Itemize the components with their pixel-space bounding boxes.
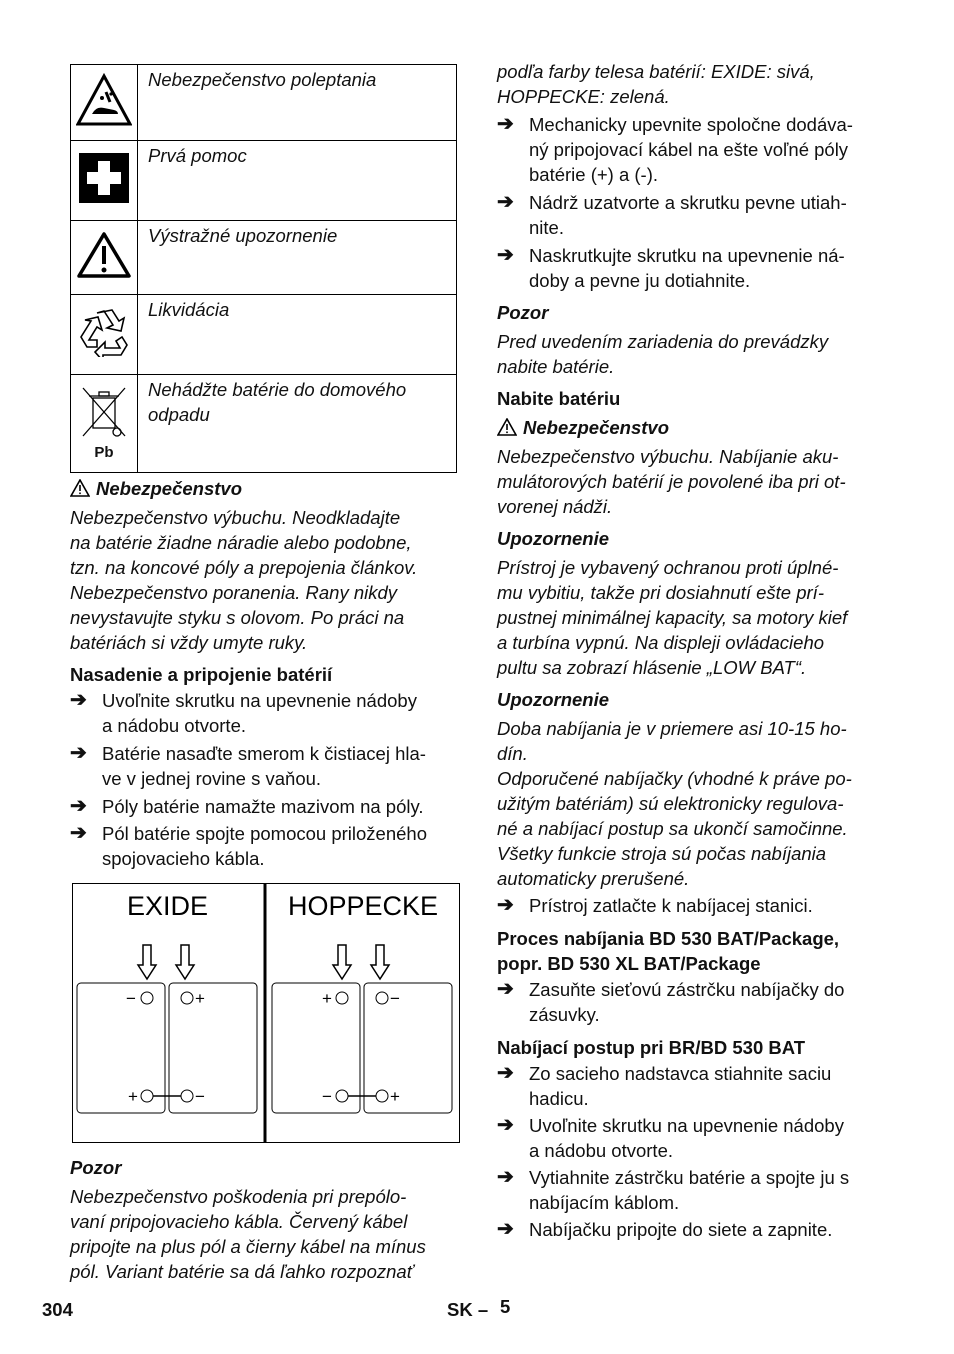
instruction-bullet — [70, 688, 462, 738]
polarity-sign: − — [322, 1087, 332, 1106]
symbol-cell — [71, 221, 138, 295]
text-line: ve v jednej rovine s vaňou. — [102, 768, 322, 789]
terminal — [141, 1090, 153, 1102]
text-line: pripojte na plus pól a čierny kábel na mínus — [70, 1236, 426, 1257]
polarity-sign: + — [195, 989, 205, 1008]
caution-text — [497, 329, 892, 379]
section-heading: Nabíjací postup pri BR/BD 530 BAT — [497, 1037, 806, 1058]
note-heading: Upozornenie — [497, 689, 610, 710]
warning-triangle-icon — [77, 231, 131, 279]
section-number: 5 — [500, 1296, 511, 1317]
symbol-cell — [71, 141, 138, 221]
text-line: na batérie žiadne náradie alebo podobne, — [70, 532, 412, 553]
text-line: vorenej nádži. — [497, 496, 613, 517]
pb-label: Pb — [94, 444, 114, 461]
text-line: vaní pripojovacieho kábla. Červený kábel — [70, 1211, 408, 1232]
text-line: ný pripojovací kábel na ešte voľné póly — [529, 139, 849, 160]
instruction-bullet — [497, 1061, 892, 1111]
instruction-bullet — [497, 112, 892, 187]
caution-heading: Pozor — [70, 1157, 122, 1178]
text-line: nite. — [529, 217, 564, 238]
lang-label: SK — [447, 1299, 473, 1320]
arrow-right-icon: ➔ — [497, 978, 514, 1000]
brand-hoppecke: HOPPECKE — [288, 891, 439, 921]
text-line: mulátorových batérií je povolené iba pri ot- — [497, 471, 846, 492]
instruction-bullet — [497, 977, 892, 1027]
arrow-right-icon: ➔ — [70, 822, 87, 844]
text-line: Doba nabíjania je v priemere asi 10-15 ho- — [497, 718, 847, 739]
arrow-right-icon: ➔ — [497, 1114, 514, 1136]
text-line: Prístroj zatlačte k nabíjacej stanici. — [529, 895, 813, 916]
text-line: nabíjacím káblom. — [529, 1192, 680, 1213]
text-line: a nádobu otvorte. — [102, 715, 246, 736]
symbol-cell — [71, 65, 138, 141]
text-line: Póly batérie namažte mazivom na póly. — [102, 796, 424, 817]
symbol-label: Výstražné upozornenie — [138, 221, 457, 295]
danger-text — [70, 505, 462, 655]
text-line: nevystavujte styku s olovom. Po práci na — [70, 607, 405, 628]
text-line: Nebezpečenstvo výbuchu. Nabíjanie aku- — [497, 446, 839, 467]
text-line: pól. Variant batérie sa dá ľahko rozpoznať — [70, 1261, 414, 1282]
warning-triangle-icon — [497, 418, 517, 436]
note-text — [497, 716, 892, 891]
instruction-bullet — [70, 821, 462, 871]
first-aid-cross-icon — [79, 153, 129, 203]
symbol-cell — [71, 295, 138, 375]
text-line: Odporučené nabíjačky (vhodné k práve po- — [497, 768, 852, 789]
text-line: Pól batérie spojte pomocou priloženého — [102, 823, 427, 844]
danger-text — [497, 444, 892, 519]
text-line: podľa farby telesa batérií: EXIDE: sivá, — [497, 61, 815, 82]
polarity-sign: + — [390, 1087, 400, 1106]
text-line: Nebezpečenstvo poškodenia pri prepólo- — [70, 1186, 407, 1207]
polarity-sign: − — [195, 1087, 205, 1106]
text-line: Uvoľnite skrutku na upevnenie nádoby — [102, 690, 417, 711]
instruction-bullet — [70, 741, 462, 791]
text-line: né a nabíjací postup sa ukončí samočinne. — [497, 818, 848, 839]
instruction-bullet — [497, 1113, 892, 1163]
caution-text — [70, 1184, 462, 1284]
arrow-right-icon: ➔ — [70, 689, 87, 711]
page-number: 304 — [42, 1299, 73, 1320]
text-line: a nádobu otvorte. — [529, 1140, 673, 1161]
text-line: Nabíjačku pripojte do siete a zapnite. — [529, 1219, 833, 1240]
section-heading: Nabite batériu — [497, 388, 621, 409]
instruction-bullet — [497, 1217, 892, 1242]
symbol-label: Nebezpečenstvo poleptania — [138, 65, 457, 141]
text-line: pultu sa zobrazí hlásenie „LOW BAT“. — [497, 657, 807, 678]
text-line: dín. — [497, 743, 528, 764]
instruction-bullet — [497, 190, 892, 240]
symbol-cell — [71, 375, 138, 473]
dash: – — [477, 1299, 489, 1320]
note-text — [497, 555, 892, 680]
text-line: nabite batérie. — [497, 356, 615, 377]
text-line: Nebezpečenstvo výbuchu. Neodkladajte — [70, 507, 401, 528]
text-line: Nádrž uzatvorte a skrutku pevne utiah- — [529, 192, 847, 213]
instruction-bullet — [497, 243, 892, 293]
warning-triangle-icon — [70, 479, 90, 497]
text-line: tzn. na koncové póly a prepojenia článkov. — [70, 557, 418, 578]
text-line: Vytiahnite zástrčku batérie a spojte ju s — [529, 1167, 850, 1188]
arrow-right-icon: ➔ — [497, 1062, 514, 1084]
right-column-text — [497, 59, 892, 1242]
polarity-sign: + — [128, 1087, 138, 1106]
instruction-bullet — [70, 794, 462, 819]
note-heading: Upozornenie — [497, 528, 610, 549]
text-line: doby a pevne ju dotiahnite. — [529, 270, 751, 291]
text-line: Nebezpečenstvo poranenia. Rany nikdy — [70, 582, 398, 603]
caution-heading: Pozor — [497, 302, 549, 323]
terminal — [336, 992, 348, 1004]
text-line: Zasuňte sieťovú zástrčku nabíjačky do — [529, 979, 845, 1000]
arrow-right-icon: ➔ — [497, 894, 514, 916]
left-caution-block — [70, 1155, 462, 1284]
text-line: užitým batériám) sú elektronicky regulova- — [497, 793, 844, 814]
symbol-label: Nehádžte batérie do domového odpadu — [138, 375, 457, 473]
arrow-right-icon: ➔ — [497, 191, 514, 213]
text-line: hadicu. — [529, 1088, 589, 1109]
text-line: Uvoľnite skrutku na upevnenie nádoby — [529, 1115, 844, 1136]
instruction-bullet — [497, 893, 892, 918]
terminal — [181, 1090, 193, 1102]
continued-text — [497, 59, 892, 109]
text-line: zásuvky. — [529, 1004, 600, 1025]
text-line: a turbína vypnú. Na displeji ovládacieho — [497, 632, 825, 653]
section-heading: Nasadenie a pripojenie batérií — [70, 664, 333, 685]
text-line: Naskrutkujte skrutku na upevnenie ná- — [529, 245, 845, 266]
hand-acid-hazard-icon — [76, 72, 132, 128]
battery-connection-diagram — [72, 883, 460, 1143]
heading-line: Proces nabíjania BD 530 BAT/Package, — [497, 928, 840, 949]
terminal — [181, 992, 193, 1004]
text-line: Všetky funkcie stroja sú počas nabíjania — [497, 843, 827, 864]
text-line: mu vybitiu, takže pri dosiahnutí ešte prí- — [497, 582, 824, 603]
recycling-icon — [77, 307, 131, 357]
text-line: Batérie nasaďte smerom k čistiacej hla- — [102, 743, 426, 764]
language-code — [447, 1299, 488, 1321]
polarity-sign: − — [390, 989, 400, 1008]
text-line: batériách si vždy umyte ruky. — [70, 632, 308, 653]
arrow-right-icon: ➔ — [497, 1218, 514, 1240]
danger-heading — [497, 415, 892, 440]
polarity-sign: + — [322, 989, 332, 1008]
brand-exide: EXIDE — [127, 891, 209, 921]
text-line: Prístroj je vybavený ochranou proti úplné- — [497, 557, 839, 578]
text-line: Pred uvedením zariadenia do prevádzky — [497, 331, 829, 352]
symbol-label: Likvidácia — [138, 295, 457, 375]
section-heading — [497, 926, 892, 976]
polarity-sign: − — [126, 989, 136, 1008]
terminal — [376, 1090, 388, 1102]
arrow-right-icon: ➔ — [497, 1166, 514, 1188]
arrow-right-icon: ➔ — [70, 742, 87, 764]
arrow-right-icon: ➔ — [70, 795, 87, 817]
terminal — [376, 992, 388, 1004]
text-line: HOPPECKE: zelená. — [497, 86, 670, 107]
danger-title: Nebezpečenstvo — [96, 478, 242, 499]
heading-line: popr. BD 530 XL BAT/Package — [497, 953, 761, 974]
arrow-right-icon: ➔ — [497, 113, 514, 135]
left-column-text — [70, 476, 462, 871]
text-line: spojovacieho kábla. — [102, 848, 265, 869]
terminal — [141, 992, 153, 1004]
text-line: Mechanicky upevnite spoločne dodáva- — [529, 114, 853, 135]
terminal — [336, 1090, 348, 1102]
arrow-right-icon: ➔ — [497, 244, 514, 266]
text-line: pustnej minimálnej kapacity, sa motory kief — [497, 607, 848, 628]
danger-title: Nebezpečenstvo — [523, 417, 669, 438]
crossed-bin-icon — [79, 386, 129, 442]
instruction-bullet — [497, 1165, 892, 1215]
text-line: batérie (+) a (-). — [529, 164, 659, 185]
symbol-label: Prvá pomoc — [138, 141, 457, 221]
symbol-table — [70, 64, 457, 473]
text-line: Zo sacieho nadstavca stiahnite saciu — [529, 1063, 832, 1084]
danger-heading — [70, 476, 462, 501]
text-line: automaticky prerušené. — [497, 868, 690, 889]
